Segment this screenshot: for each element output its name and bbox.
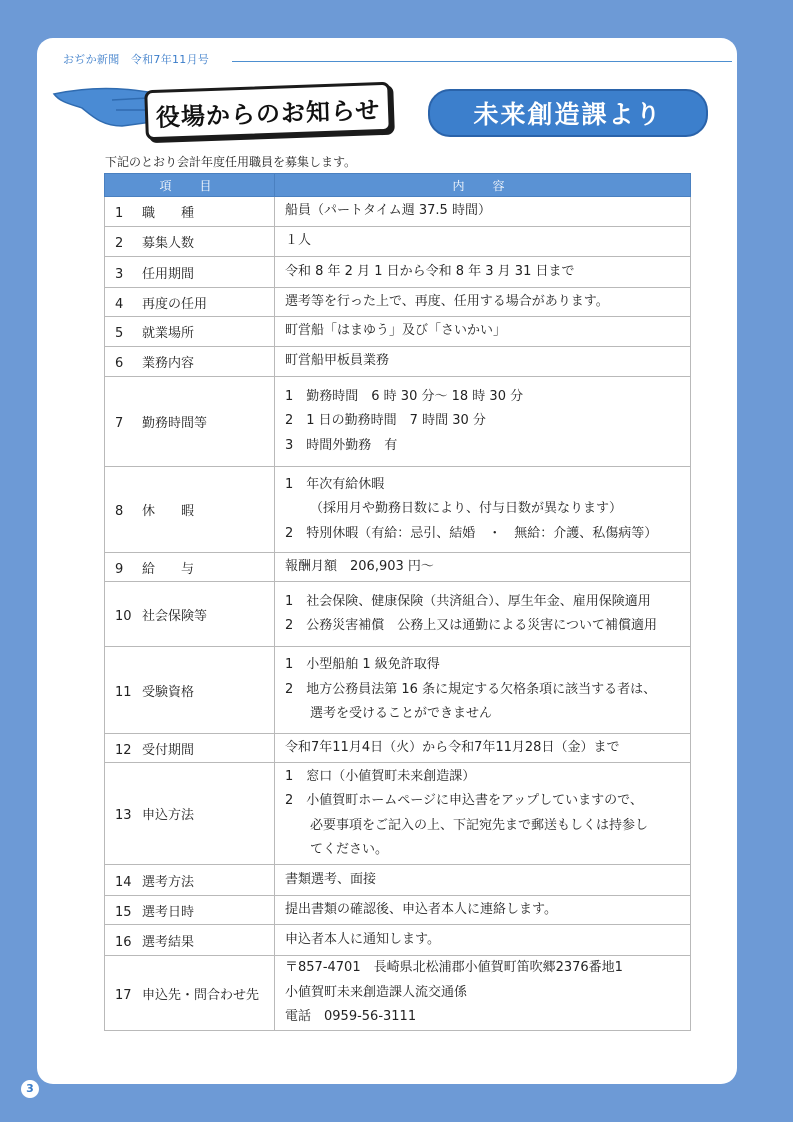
row-content xyxy=(275,553,691,582)
table-row xyxy=(105,553,691,582)
row-label: 社会保険等 xyxy=(142,608,208,624)
row-number: 3 xyxy=(115,266,124,282)
row-label: 募集人数 xyxy=(142,236,195,251)
row-content xyxy=(275,763,691,865)
table-row xyxy=(105,467,691,553)
row-content xyxy=(275,347,691,377)
content-line: てください。 xyxy=(310,842,389,857)
row-number: 16 xyxy=(115,934,132,950)
row-item xyxy=(105,553,275,582)
row-item xyxy=(105,377,275,467)
row-item xyxy=(105,467,275,553)
row-label: 給 与 xyxy=(142,561,195,577)
row-item xyxy=(105,582,275,647)
row-content xyxy=(275,257,691,288)
content-line: 必要事項をご記入の上、下記宛先まで郵送もしくは持参し xyxy=(310,817,649,833)
content-line: 令和7年11月4日（火）から令和7年11月28日（金）まで xyxy=(285,739,620,755)
content-line: 〒857-4701 長崎県北松浦郡小値賀町笛吹郷2376番地1 xyxy=(285,960,623,976)
row-number: 1 xyxy=(115,206,124,221)
row-label: 再度の任用 xyxy=(142,296,208,312)
row-item xyxy=(105,317,275,347)
content-line: 書類選考、面接 xyxy=(285,871,377,887)
table-row xyxy=(105,763,691,865)
content-line: 2 公務災害補償 公務上又は通勤による災害について補償適用 xyxy=(285,618,658,633)
page-number: 3 xyxy=(21,1080,39,1098)
row-content xyxy=(275,956,691,1031)
content-line: 1 窓口（小値賀町未来創造課） xyxy=(285,768,476,784)
row-content xyxy=(275,925,691,956)
content-line: 1 小型船舶 1 級免許取得 xyxy=(285,657,440,673)
row-item xyxy=(105,734,275,763)
row-label: 申込方法 xyxy=(142,808,195,823)
row-number: 9 xyxy=(115,561,124,577)
row-label: 選考日時 xyxy=(142,904,195,920)
content-line: 電話 0959-56-3111 xyxy=(285,1009,417,1025)
table-row xyxy=(105,377,691,467)
row-item xyxy=(105,288,275,317)
table-row xyxy=(105,227,691,257)
content-line: 2 小値賀町ホームページに申込書をアップしていますので、 xyxy=(285,793,643,808)
row-item xyxy=(105,763,275,865)
content-line: １人 xyxy=(285,233,312,249)
row-label: 申込先・問合わせ先 xyxy=(142,987,260,1003)
row-item xyxy=(105,925,275,956)
row-content xyxy=(275,197,691,227)
content-line: 船員（パートタイム週 37.5 時間） xyxy=(285,203,491,219)
row-label: 受験資格 xyxy=(142,684,195,700)
table-row xyxy=(105,647,691,734)
row-label: 選考方法 xyxy=(142,874,195,890)
intro-text: 下記のとおり会計年度任用職員を募集します。 xyxy=(105,155,357,169)
row-content xyxy=(275,317,691,347)
row-number: 12 xyxy=(115,742,132,758)
header-item: 項 目 xyxy=(105,174,275,197)
row-number: 13 xyxy=(115,808,132,823)
table-row xyxy=(105,582,691,647)
row-item xyxy=(105,896,275,925)
row-content xyxy=(275,288,691,317)
row-item xyxy=(105,956,275,1031)
row-label: 任用期間 xyxy=(142,266,195,282)
content-line: 選考を受けることができません xyxy=(310,706,493,722)
row-number: 11 xyxy=(115,684,132,700)
table-row xyxy=(105,865,691,896)
table-row xyxy=(105,288,691,317)
table-row xyxy=(105,956,691,1031)
content-line: 小値賀町未来創造課人流交通係 xyxy=(285,984,468,1000)
row-label: 受付期間 xyxy=(142,742,195,758)
row-label: 選考結果 xyxy=(142,934,195,950)
content-line: 3 時間外勤務 有 xyxy=(285,437,398,453)
table-row xyxy=(105,925,691,956)
row-number: 8 xyxy=(115,504,124,519)
row-item xyxy=(105,647,275,734)
content-line: 1 年次有給休暇 xyxy=(285,476,385,492)
content-line: （採用月や勤務日数により、付与日数が異なります） xyxy=(310,501,623,517)
table-row xyxy=(105,347,691,377)
content-line: 町営船甲板員業務 xyxy=(285,353,390,369)
content-line: 提出書類の確認後、申込者本人に連絡します。 xyxy=(285,901,557,917)
row-content xyxy=(275,647,691,734)
row-label: 業務内容 xyxy=(142,356,195,371)
table-header-row xyxy=(105,174,691,197)
content-line: 1 勤務時間 6 時 30 分～ 18 時 30 分 xyxy=(285,388,524,404)
row-content xyxy=(275,467,691,553)
table-row xyxy=(105,734,691,763)
row-item xyxy=(105,257,275,288)
masthead: おぢか新聞 令和7年11月号 xyxy=(63,53,210,66)
row-number: 5 xyxy=(115,326,124,341)
recruitment-table xyxy=(104,173,691,1031)
table-row xyxy=(105,257,691,288)
row-item xyxy=(105,227,275,257)
row-label: 休 暇 xyxy=(142,504,195,519)
row-content xyxy=(275,896,691,925)
row-content xyxy=(275,734,691,763)
department-title: 未来創造課より xyxy=(428,89,708,137)
content-line: 2 特別休暇（有給：忌引、結婚 ・ 無給：介護、私傷病等） xyxy=(285,525,658,541)
header-content: 内 容 xyxy=(275,174,691,197)
row-content xyxy=(275,227,691,257)
row-item xyxy=(105,197,275,227)
row-label: 就業場所 xyxy=(142,326,195,341)
row-number: 15 xyxy=(115,904,132,920)
row-number: 10 xyxy=(115,608,132,624)
row-content xyxy=(275,582,691,647)
section-title-badge: 役場からのお知らせ xyxy=(144,82,392,141)
row-number: 7 xyxy=(115,416,124,431)
content-line: 報酬月額 206,903 円～ xyxy=(285,558,434,574)
table-row xyxy=(105,317,691,347)
content-line: 選考等を行った上で、再度、任用する場合があります。 xyxy=(285,293,609,309)
content-line: 申込者本人に通知します。 xyxy=(285,931,440,947)
table-row xyxy=(105,896,691,925)
row-item xyxy=(105,347,275,377)
row-content xyxy=(275,377,691,467)
row-content xyxy=(275,865,691,896)
row-number: 17 xyxy=(115,987,132,1003)
content-line: 2 1 日の勤務時間 7 時間 30 分 xyxy=(285,413,486,429)
row-label: 勤務時間等 xyxy=(142,416,208,431)
row-item xyxy=(105,865,275,896)
row-number: 14 xyxy=(115,874,132,890)
header-rule xyxy=(232,61,732,62)
content-line: 1 社会保険、健康保険（共済組合）、厚生年金、雇用保険適用 xyxy=(285,593,651,609)
row-number: 4 xyxy=(115,296,124,312)
content-line: 令和 8 年 2 月 1 日から令和 8 年 3 月 31 日まで xyxy=(285,263,575,279)
row-label: 職 種 xyxy=(142,206,195,221)
content-line: 2 地方公務員法第 16 条に規定する欠格条項に該当する者は、 xyxy=(285,681,657,697)
row-number: 2 xyxy=(115,236,124,251)
content-line: 町営船「はまゆう」及び「さいかい」 xyxy=(285,323,507,339)
row-number: 6 xyxy=(115,356,124,371)
table-row xyxy=(105,197,691,227)
